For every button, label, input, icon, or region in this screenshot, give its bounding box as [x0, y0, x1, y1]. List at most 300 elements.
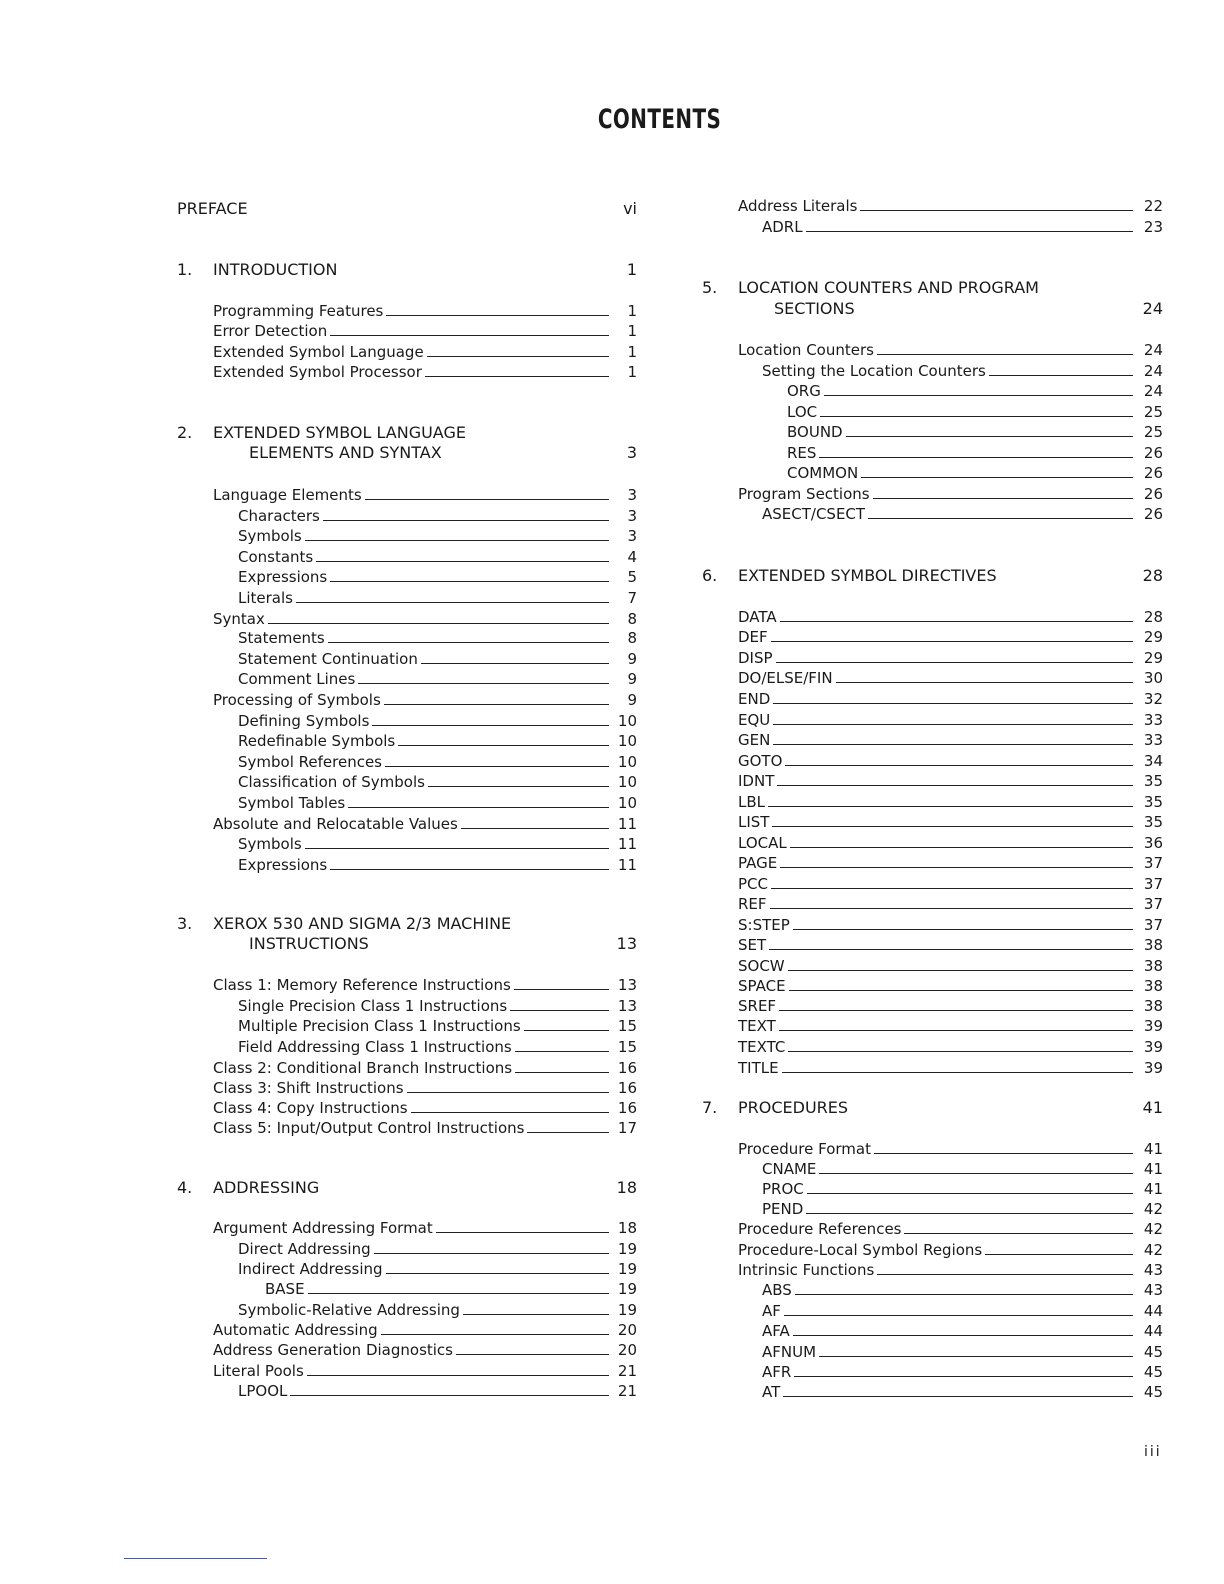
toc-entry	[702, 1219, 1163, 1239]
section-title[interactable]: COMMON	[787, 464, 859, 482]
chapter-title[interactable]: ELEMENTS AND SYNTAX	[249, 443, 442, 462]
toc-entry	[702, 504, 1163, 524]
dot-leader	[348, 806, 609, 808]
section-title[interactable]: Constants	[238, 548, 314, 566]
section-title[interactable]: Symbols	[238, 527, 302, 545]
page-number-ref: 39	[1143, 1017, 1163, 1035]
dot-leader	[427, 355, 609, 357]
section-title[interactable]: Syntax	[213, 610, 265, 628]
page-number-ref: 3	[627, 486, 637, 504]
page-number-ref: 8	[627, 629, 637, 647]
toc-entry	[702, 196, 1163, 216]
dot-leader	[330, 580, 609, 582]
section-title[interactable]: BASE	[265, 1280, 305, 1298]
section-title[interactable]: CNAME	[762, 1160, 817, 1178]
section-title[interactable]: DEF	[738, 628, 768, 646]
page-number-ref: 29	[1143, 649, 1163, 667]
section-title[interactable]: Absolute and Relocatable Values	[213, 815, 458, 833]
page-number-ref: 36	[1143, 834, 1163, 852]
toc-entry	[702, 1037, 1163, 1057]
chapter-title[interactable]: XEROX 530 AND SIGMA 2/3 MACHINE	[213, 914, 512, 933]
page-number-ref: 20	[617, 1341, 637, 1359]
toc-entry	[177, 321, 637, 341]
section-title[interactable]: Symbol References	[238, 753, 382, 771]
section-title[interactable]: PAGE	[738, 854, 778, 872]
section-title[interactable]: Symbols	[238, 835, 302, 853]
page-number-ref: 10	[617, 732, 637, 750]
dot-leader	[421, 662, 609, 664]
section-title[interactable]: IDNT	[738, 772, 775, 790]
section-title[interactable]: Class 5: Input/Output Control Instructions	[213, 1119, 525, 1137]
section-title[interactable]: Classification of Symbols	[238, 773, 425, 791]
toc-entry	[702, 381, 1163, 401]
toc-entry	[702, 1098, 1163, 1118]
section-title[interactable]: Processing of Symbols	[213, 691, 381, 709]
page-number-ref: 28	[1143, 608, 1163, 626]
dot-leader	[819, 1172, 1133, 1174]
toc-entry	[702, 1382, 1163, 1402]
page-number-ref: 9	[627, 691, 637, 709]
toc-entry	[177, 1016, 637, 1036]
dot-leader	[772, 825, 1133, 827]
page-number-ref: 19	[617, 1240, 637, 1258]
section-title[interactable]: EQU	[738, 711, 771, 729]
page-number-ref: 19	[617, 1280, 637, 1298]
toc-entry	[177, 711, 637, 731]
toc-entry	[177, 301, 637, 321]
dot-leader	[836, 681, 1133, 683]
dot-leader	[788, 1050, 1133, 1052]
dot-leader	[904, 1232, 1133, 1234]
dot-leader	[846, 435, 1133, 437]
footer-rule	[124, 1558, 267, 1559]
page-number-ref: 10	[617, 753, 637, 771]
section-title[interactable]: Argument Addressing Format	[213, 1219, 433, 1237]
section-title[interactable]: Address Generation Diagnostics	[213, 1341, 453, 1359]
section-title[interactable]: Address Literals	[738, 197, 858, 215]
dot-leader	[268, 622, 609, 624]
section-title[interactable]: Location Counters	[738, 341, 874, 359]
dot-leader	[806, 1212, 1133, 1214]
section-title[interactable]: Literal Pools	[213, 1362, 304, 1380]
chapter-title[interactable]: ADDRESSING	[213, 1178, 320, 1197]
toc-entry	[177, 485, 637, 505]
dot-leader	[793, 928, 1133, 930]
toc-entry	[177, 669, 637, 689]
page-number-ref: 33	[1143, 711, 1163, 729]
page-number-ref: 1	[627, 343, 637, 361]
section-title[interactable]: RES	[787, 444, 817, 462]
section-title[interactable]: Extended Symbol Language	[213, 343, 424, 361]
toc-entry	[702, 566, 1163, 586]
dot-leader	[407, 1091, 609, 1093]
dot-leader	[463, 1313, 609, 1315]
dot-leader	[296, 601, 609, 603]
section-title[interactable]: TEXT	[738, 1017, 776, 1035]
dot-leader	[782, 1071, 1133, 1073]
page-number-ref: 15	[617, 1017, 637, 1035]
page-number-ref: 11	[617, 856, 637, 874]
chapter-title[interactable]: SECTIONS	[774, 299, 855, 318]
toc-entry	[177, 793, 637, 813]
section-title[interactable]: BOUND	[787, 423, 843, 441]
section-title[interactable]: ORG	[787, 382, 821, 400]
dot-leader	[515, 1071, 609, 1073]
page-number-ref: 37	[1143, 916, 1163, 934]
dot-leader	[436, 1231, 609, 1233]
toc-entry	[702, 668, 1163, 688]
toc-entry	[177, 260, 637, 280]
dot-leader	[773, 723, 1133, 725]
chapter-number: 4.	[177, 1178, 193, 1197]
section-title[interactable]: LIST	[738, 813, 770, 831]
toc-entry	[177, 814, 637, 834]
toc-entry	[177, 1118, 637, 1138]
page-number-ref: 19	[617, 1260, 637, 1278]
page-number-ref: vi	[623, 199, 637, 218]
page-number-ref: 35	[1143, 772, 1163, 790]
page-number-ref: 19	[617, 1301, 637, 1319]
dot-leader	[381, 1333, 609, 1335]
section-title[interactable]: GEN	[738, 731, 771, 749]
toc-entry	[177, 506, 637, 526]
dot-leader	[524, 1029, 609, 1031]
section-title[interactable]: Program Sections	[738, 485, 870, 503]
page-number-ref: 5	[627, 568, 637, 586]
section-title[interactable]: Symbol Tables	[238, 794, 346, 812]
page-number-ref: 44	[1143, 1302, 1163, 1320]
toc-entry	[702, 771, 1163, 791]
dot-leader	[985, 1253, 1133, 1255]
toc-entry	[702, 1260, 1163, 1280]
page-number-ref: 45	[1143, 1363, 1163, 1381]
page-number-ref: 26	[1143, 505, 1163, 523]
page-number-ref: 13	[616, 934, 637, 953]
section-title[interactable]: Procedure-Local Symbol Regions	[738, 1241, 983, 1259]
page-number-ref: 10	[617, 794, 637, 812]
section-title[interactable]: SREF	[738, 997, 777, 1015]
section-title[interactable]: Class 1: Memory Reference Instructions	[213, 976, 511, 994]
toc-entry	[702, 956, 1163, 976]
dot-leader	[308, 1292, 609, 1294]
section-title[interactable]: Direct Addressing	[238, 1240, 371, 1258]
chapter-number: 3.	[177, 914, 193, 933]
dot-leader	[819, 1355, 1133, 1357]
page-number-ref: 20	[617, 1321, 637, 1339]
section-title[interactable]: SOCW	[738, 957, 785, 975]
toc-entry	[702, 833, 1163, 853]
toc-entry	[702, 976, 1163, 996]
page-number-ref: 4	[627, 548, 637, 566]
dot-leader	[794, 1375, 1133, 1377]
toc-entry	[702, 1321, 1163, 1341]
page-number-ref: 9	[627, 670, 637, 688]
toc-entry	[702, 1139, 1163, 1159]
dot-leader	[770, 907, 1133, 909]
toc-entry	[177, 752, 637, 772]
section-title[interactable]: AFNUM	[762, 1343, 817, 1361]
chapter-title[interactable]: EXTENDED SYMBOL DIRECTIVES	[738, 566, 997, 585]
dot-leader	[461, 827, 609, 829]
page-number-ref: 38	[1143, 936, 1163, 954]
section-title[interactable]: Expressions	[238, 568, 328, 586]
page-number-ref: 16	[617, 1099, 637, 1117]
page-number-ref: 38	[1143, 997, 1163, 1015]
section-title[interactable]: REF	[738, 895, 767, 913]
section-title[interactable]: AFA	[762, 1322, 790, 1340]
dot-leader	[769, 948, 1133, 950]
chapter-title[interactable]: PROCEDURES	[738, 1098, 849, 1117]
chapter-title[interactable]: INSTRUCTIONS	[249, 934, 369, 953]
toc-entry	[702, 1179, 1163, 1199]
dot-leader	[515, 1050, 609, 1052]
section-title[interactable]: AT	[762, 1383, 781, 1401]
section-title[interactable]: Redefinable Symbols	[238, 732, 396, 750]
section-title[interactable]: SPACE	[738, 977, 786, 995]
section-title[interactable]: Indirect Addressing	[238, 1260, 383, 1278]
section-title[interactable]: Automatic Addressing	[213, 1321, 378, 1339]
toc-entry	[702, 1199, 1163, 1219]
dot-leader	[386, 314, 609, 316]
dot-leader	[425, 375, 609, 377]
section-title[interactable]: Class 4: Copy Instructions	[213, 1099, 408, 1117]
dot-leader	[793, 1334, 1133, 1336]
section-title[interactable]: GOTO	[738, 752, 783, 770]
chapter-title[interactable]: PREFACE	[177, 199, 248, 218]
section-title[interactable]: PEND	[762, 1200, 804, 1218]
section-title[interactable]: Defining Symbols	[238, 712, 370, 730]
dot-leader	[989, 374, 1133, 376]
dot-leader	[807, 1192, 1133, 1194]
section-title[interactable]: Comment Lines	[238, 670, 356, 688]
section-title[interactable]: Language Elements	[213, 486, 362, 504]
section-title[interactable]: DATA	[738, 608, 777, 626]
section-title[interactable]: LBL	[738, 793, 766, 811]
toc-entry	[702, 935, 1163, 955]
toc-entry	[177, 934, 637, 954]
section-title[interactable]: END	[738, 690, 771, 708]
section-title[interactable]: DISP	[738, 649, 773, 667]
dot-leader	[307, 1374, 609, 1376]
toc-entry	[177, 547, 637, 567]
section-title[interactable]: TITLE	[738, 1059, 779, 1077]
page-number-ref: 1	[626, 260, 637, 279]
section-title[interactable]: Multiple Precision Class 1 Instructions	[238, 1017, 521, 1035]
chapter-number: 2.	[177, 423, 193, 442]
page-number-ref: 21	[617, 1382, 637, 1400]
toc-entry	[177, 588, 637, 608]
toc-entry	[702, 894, 1163, 914]
dot-leader	[785, 764, 1133, 766]
toc-entry	[177, 1320, 637, 1340]
section-title[interactable]: Symbolic-Relative Addressing	[238, 1301, 460, 1319]
toc-entry	[702, 422, 1163, 442]
page-number-ref: 15	[617, 1038, 637, 1056]
dot-leader	[780, 620, 1133, 622]
dot-leader	[305, 847, 609, 849]
toc-entry	[177, 526, 637, 546]
page-number-ref: 11	[617, 835, 637, 853]
toc-entry	[177, 772, 637, 792]
toc-entry	[177, 342, 637, 362]
toc-entry	[177, 567, 637, 587]
toc-entry	[702, 792, 1163, 812]
section-title[interactable]: AF	[762, 1302, 781, 1320]
page-number-ref: 3	[627, 527, 637, 545]
page-number-ref: 38	[1143, 977, 1163, 995]
toc-entry	[177, 975, 637, 995]
toc-entry	[177, 362, 637, 382]
section-title[interactable]: Programming Features	[213, 302, 384, 320]
section-title[interactable]: Procedure References	[738, 1220, 902, 1238]
section-title[interactable]: Statements	[238, 629, 325, 647]
section-title[interactable]: PROC	[762, 1180, 804, 1198]
toc-entry	[702, 484, 1163, 504]
toc-entry	[702, 812, 1163, 832]
dot-leader	[820, 415, 1133, 417]
page-number-ref: 29	[1143, 628, 1163, 646]
section-title[interactable]: LOCAL	[738, 834, 787, 852]
dot-leader	[305, 539, 609, 541]
dot-leader	[776, 661, 1133, 663]
dot-leader	[411, 1111, 609, 1113]
page-number-ref: 43	[1143, 1281, 1163, 1299]
toc-entry	[702, 1362, 1163, 1382]
page-number-ref: 28	[1142, 566, 1163, 585]
dot-leader	[773, 702, 1133, 704]
dot-leader	[877, 1273, 1133, 1275]
page-number-ref: 24	[1143, 341, 1163, 359]
page-number-ref: 24	[1142, 299, 1163, 318]
page-number-ref: 41	[1143, 1180, 1163, 1198]
section-title[interactable]: S:STEP	[738, 916, 790, 934]
page-number-ref: 26	[1143, 485, 1163, 503]
toc-entry	[177, 1381, 637, 1401]
section-title[interactable]: Extended Symbol Processor	[213, 363, 422, 381]
toc-entry	[702, 627, 1163, 647]
page-number-ref: 42	[1143, 1200, 1163, 1218]
page-number-ref: 16	[617, 1079, 637, 1097]
toc-entry	[177, 1279, 637, 1299]
section-title[interactable]: ADRL	[762, 218, 803, 236]
dot-leader	[861, 476, 1133, 478]
toc-entry	[702, 1058, 1163, 1078]
page-number-ref: 33	[1143, 731, 1163, 749]
page-number-ref: 41	[1143, 1140, 1163, 1158]
toc-entry	[177, 443, 637, 463]
section-title[interactable]: Statement Continuation	[238, 650, 418, 668]
page-number-ref: 35	[1143, 793, 1163, 811]
page-number-ref: 41	[1143, 1160, 1163, 1178]
section-title[interactable]: LPOOL	[238, 1382, 288, 1400]
section-title[interactable]: LOC	[787, 403, 818, 421]
section-title[interactable]: DO/ELSE/FIN	[738, 669, 833, 687]
section-title[interactable]: Class 2: Conditional Branch Instructions	[213, 1059, 513, 1077]
dot-leader	[795, 1293, 1133, 1295]
toc-entry	[702, 1280, 1163, 1300]
page-number-ref: 25	[1143, 423, 1163, 441]
chapter-title[interactable]: LOCATION COUNTERS AND PROGRAM	[738, 278, 1039, 297]
section-title[interactable]: Error Detection	[213, 322, 328, 340]
toc-entry	[177, 423, 637, 443]
toc-entry	[177, 1098, 637, 1118]
dot-leader	[358, 682, 609, 684]
dot-leader	[806, 230, 1133, 232]
toc-entry	[177, 199, 637, 219]
page-number-ref: 13	[617, 976, 637, 994]
toc-entry	[702, 443, 1163, 463]
section-title[interactable]: Single Precision Class 1 Instructions	[238, 997, 508, 1015]
toc-entry	[702, 853, 1163, 873]
toc-entry	[702, 996, 1163, 1016]
section-title[interactable]: ASECT/CSECT	[762, 505, 866, 523]
page-number-ref: 17	[617, 1119, 637, 1137]
toc-entry	[177, 1058, 637, 1078]
toc-entry	[702, 217, 1163, 237]
page-number-ref: 1	[627, 363, 637, 381]
chapter-title[interactable]: INTRODUCTION	[213, 260, 338, 279]
page-number-ref: 10	[617, 773, 637, 791]
dot-leader	[398, 744, 609, 746]
dot-leader	[868, 517, 1133, 519]
dot-leader	[877, 353, 1133, 355]
page-number-ref: 39	[1143, 1059, 1163, 1077]
section-title[interactable]: Procedure Format	[738, 1140, 871, 1158]
dot-leader	[789, 989, 1133, 991]
toc-entry	[702, 915, 1163, 935]
section-title[interactable]: Expressions	[238, 856, 328, 874]
dot-leader	[873, 497, 1133, 499]
section-title[interactable]: ABS	[762, 1281, 792, 1299]
page-number-ref: 37	[1143, 854, 1163, 872]
toc-entry	[177, 1218, 637, 1238]
toc-entry	[702, 278, 1163, 298]
dot-leader	[386, 1272, 609, 1274]
section-title[interactable]: Field Addressing Class 1 Instructions	[238, 1038, 512, 1056]
section-title[interactable]: Setting the Location Counters	[762, 362, 986, 380]
section-title[interactable]: Characters	[238, 507, 320, 525]
dot-leader	[323, 519, 609, 521]
chapter-title[interactable]: EXTENDED SYMBOL LANGUAGE	[213, 423, 466, 442]
toc-entry	[177, 1300, 637, 1320]
dot-leader	[784, 1314, 1133, 1316]
page-number-ref: 11	[617, 815, 637, 833]
dot-leader	[428, 785, 609, 787]
toc-entry	[702, 607, 1163, 627]
toc-entry	[702, 1240, 1163, 1260]
toc-entry	[702, 1301, 1163, 1321]
dot-leader	[456, 1353, 609, 1355]
section-title[interactable]: SET	[738, 936, 767, 954]
page-number-ref: 9	[627, 650, 637, 668]
toc-entry	[702, 730, 1163, 750]
page-number-ref: 35	[1143, 813, 1163, 831]
page-number-ref: 21	[617, 1362, 637, 1380]
section-title[interactable]: TEXTC	[738, 1038, 786, 1056]
section-title[interactable]: PCC	[738, 875, 768, 893]
dot-leader	[385, 765, 609, 767]
section-title[interactable]: AFR	[762, 1363, 792, 1381]
dot-leader	[384, 703, 609, 705]
section-title[interactable]: Literals	[238, 589, 293, 607]
toc-entry	[702, 648, 1163, 668]
dot-leader	[365, 498, 609, 500]
page-number-ref: 25	[1143, 403, 1163, 421]
page-number-ref: 39	[1143, 1038, 1163, 1056]
section-title[interactable]: Intrinsic Functions	[738, 1261, 875, 1279]
section-title[interactable]: Class 3: Shift Instructions	[213, 1079, 404, 1097]
page-number-ref: 16	[617, 1059, 637, 1077]
